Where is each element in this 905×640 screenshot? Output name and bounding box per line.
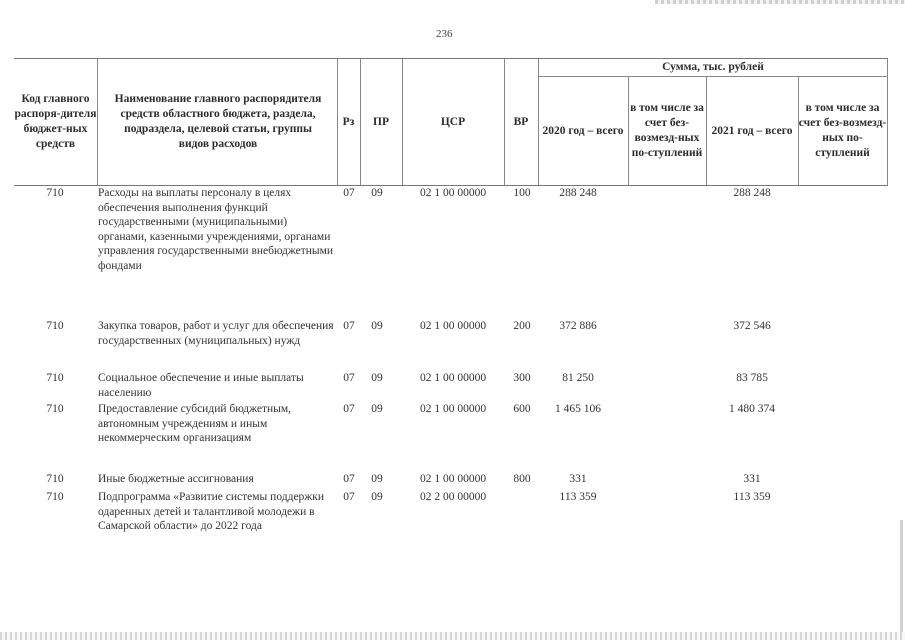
cell-code: 710 bbox=[46, 403, 64, 415]
cell-code: 710 bbox=[46, 473, 64, 485]
cell-vr: 100 bbox=[513, 187, 531, 199]
cell-csr: 02 1 00 00000 bbox=[419, 320, 487, 332]
cell-rz: 07 bbox=[343, 372, 355, 384]
cell-vr: 300 bbox=[513, 372, 531, 384]
page-number: 236 bbox=[436, 28, 453, 40]
cell-csr: 02 1 00 00000 bbox=[419, 473, 487, 485]
cell-2021-total: 1 480 374 bbox=[729, 403, 775, 415]
table-header bbox=[14, 58, 888, 186]
cell-csr: 02 1 00 00000 bbox=[419, 403, 487, 415]
cell-2021-total: 288 248 bbox=[733, 187, 771, 199]
scan-artifact-top bbox=[655, 0, 905, 4]
cell-rz: 07 bbox=[343, 320, 355, 332]
cell-rz: 07 bbox=[343, 473, 355, 485]
header-2021-total: 2021 год – всего bbox=[711, 124, 793, 137]
cell-rz: 07 bbox=[343, 403, 355, 415]
cell-name: Расходы на выплаты персоналу в целях обеспечения выполнения функций государственными (муниципальными) органами, казенными учреждениями, органами управления государственными внебюджетными фондами bbox=[98, 187, 334, 272]
table-row bbox=[14, 186, 888, 319]
header-2020-free: в том числе за счет без-возмезд-ных по-ступлений bbox=[630, 102, 704, 159]
scan-artifact-bottom bbox=[0, 632, 905, 640]
cell-2020-total: 81 250 bbox=[562, 372, 594, 384]
cell-2020-total: 113 359 bbox=[559, 491, 597, 503]
cell-vr: 200 bbox=[513, 320, 531, 332]
cell-2021-total: 331 bbox=[743, 473, 761, 485]
table-row bbox=[14, 472, 888, 490]
cell-code: 710 bbox=[46, 320, 64, 332]
cell-rz: 07 bbox=[343, 187, 355, 199]
cell-code: 710 bbox=[46, 372, 64, 384]
cell-name: Социальное обеспечение и иные выплаты населению bbox=[98, 372, 304, 399]
cell-pr: 09 bbox=[371, 320, 383, 332]
cell-name: Иные бюджетные ассигнования bbox=[98, 473, 254, 485]
cell-pr: 09 bbox=[371, 372, 383, 384]
header-sum: Сумма, тыс. рублей bbox=[662, 61, 764, 73]
table-body bbox=[14, 186, 888, 560]
cell-2021-total: 113 359 bbox=[733, 491, 771, 503]
cell-code: 710 bbox=[46, 491, 64, 503]
table-row bbox=[14, 371, 888, 402]
cell-pr: 09 bbox=[371, 491, 383, 503]
table-row bbox=[14, 402, 888, 472]
scan-artifact-right bbox=[900, 520, 903, 632]
cell-pr: 09 bbox=[371, 403, 383, 415]
cell-csr: 02 2 00 00000 bbox=[419, 491, 487, 503]
header-2021-free: в том числе за счет без-возмезд-ных по-ступлений bbox=[798, 102, 887, 159]
header-pr: ПР bbox=[373, 115, 389, 128]
cell-vr: 600 bbox=[513, 403, 531, 415]
cell-csr: 02 1 00 00000 bbox=[419, 187, 487, 199]
cell-code: 710 bbox=[46, 187, 64, 199]
table-row bbox=[14, 319, 888, 371]
cell-name: Предоставление субсидий бюджетным, автономным учреждениям и иным некоммерческим организациям bbox=[98, 403, 292, 444]
cell-vr: 800 bbox=[513, 473, 531, 485]
cell-name: Подпрограмма «Развитие системы поддержки одаренных детей и талантливой молодежи в Самарской области» до 2022 года bbox=[98, 491, 324, 532]
cell-2021-total: 83 785 bbox=[736, 372, 768, 384]
cell-name: Закупка товаров, работ и услуг для обеспечения государственных (муниципальных) нужд bbox=[98, 320, 334, 347]
header-2020-total: 2020 год – всего bbox=[542, 124, 624, 137]
header-rz: Рз bbox=[342, 115, 355, 128]
cell-2020-total: 331 bbox=[569, 473, 587, 485]
cell-csr: 02 1 00 00000 bbox=[419, 372, 487, 384]
cell-2020-total: 1 465 106 bbox=[555, 403, 601, 415]
cell-rz: 07 bbox=[343, 491, 355, 503]
cell-2020-total: 288 248 bbox=[559, 187, 597, 199]
budget-table bbox=[14, 58, 888, 560]
cell-2020-total: 372 886 bbox=[559, 320, 597, 332]
header-vr: ВР bbox=[513, 115, 529, 128]
cell-2021-total: 372 546 bbox=[733, 320, 771, 332]
table-row bbox=[14, 490, 888, 560]
cell-pr: 09 bbox=[371, 473, 383, 485]
cell-pr: 09 bbox=[371, 187, 383, 199]
header-name: Наименование главного распорядителя средств областного бюджета, раздела, подраздела, целевой статьи, группы видов расходов bbox=[114, 93, 322, 150]
header-code: Код главного распоря-дителя бюджет-ных средств bbox=[14, 93, 97, 150]
header-csr: ЦСР bbox=[440, 115, 466, 128]
